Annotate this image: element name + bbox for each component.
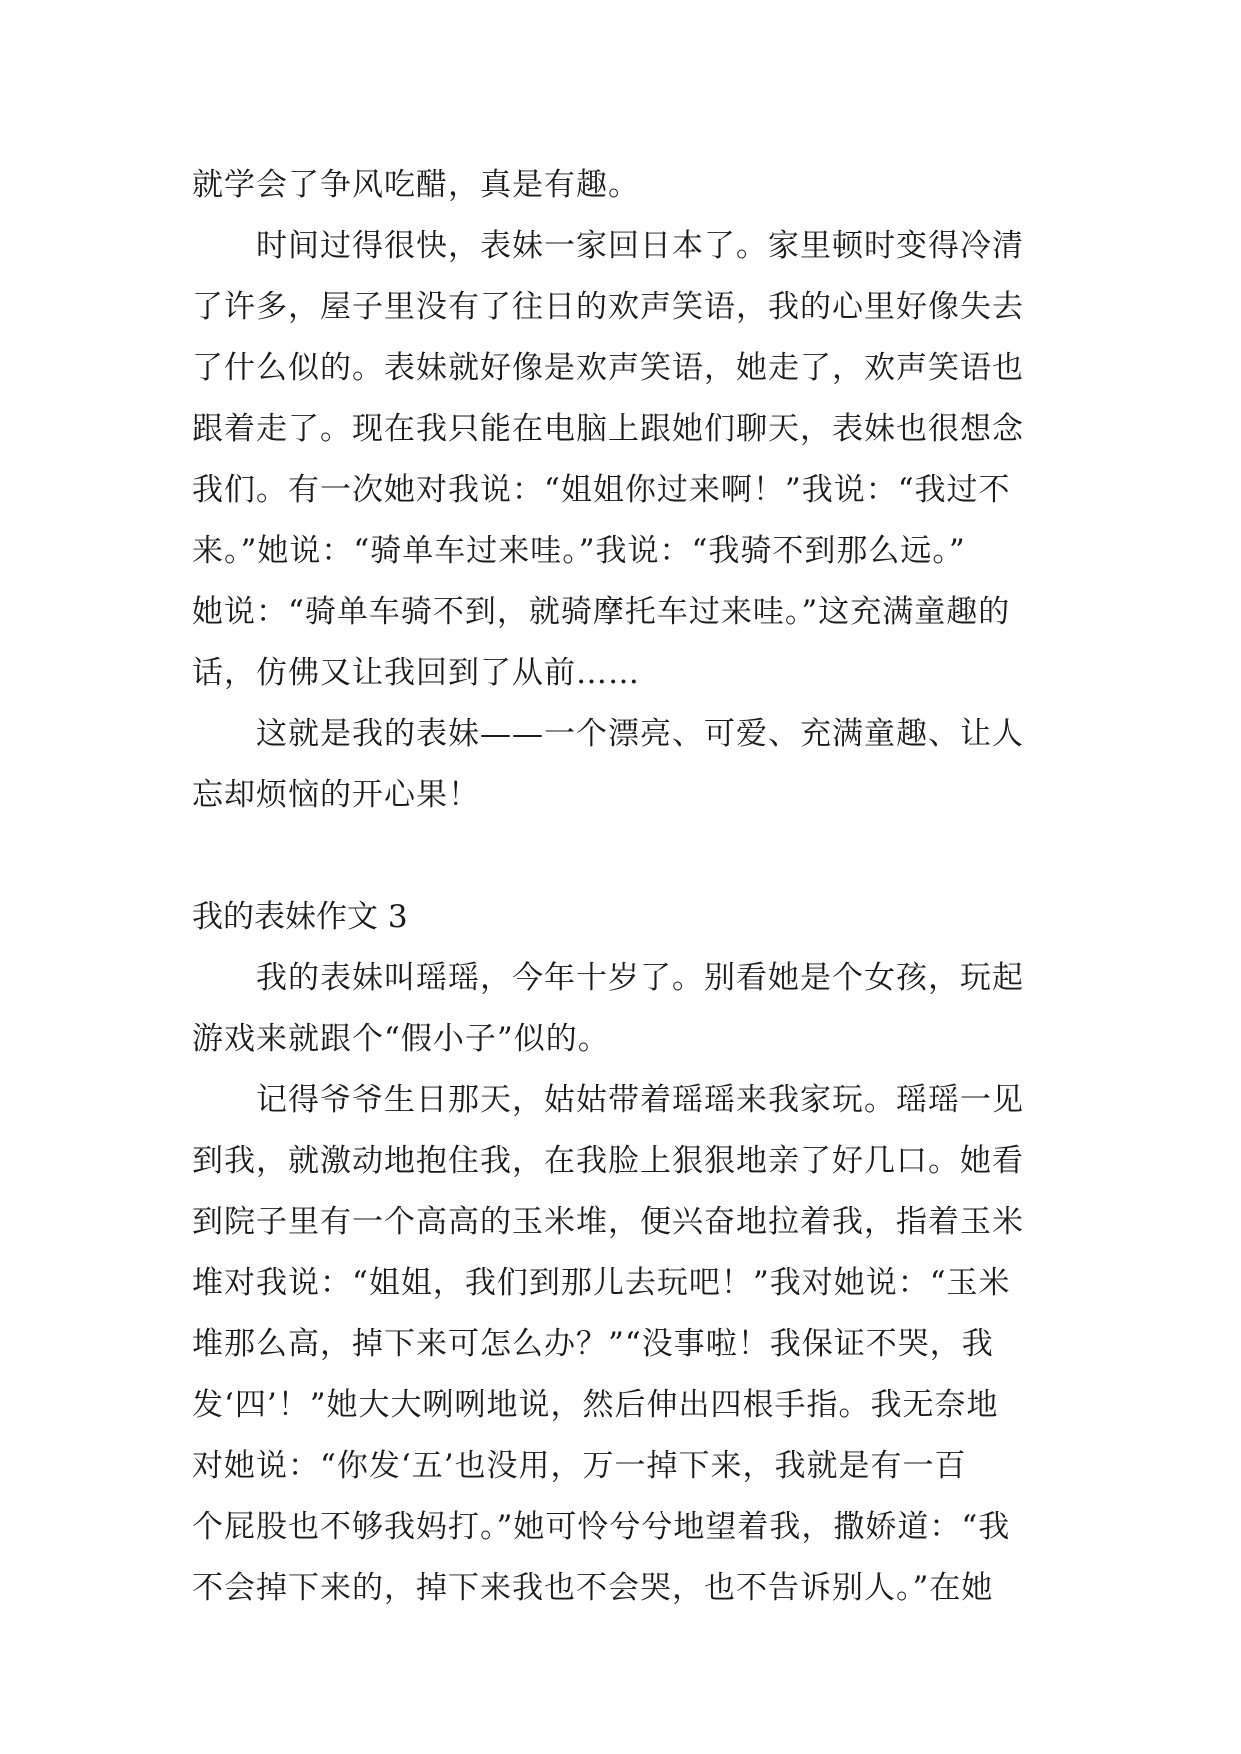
text-line: 堆那么高，掉下来可怎么办？”“没事啦！我保证不哭，我 [192,1326,994,1362]
text-line: 就学会了争风吃醋，真是有趣。 [192,167,640,203]
text-line: 我的表妹叫瑶瑶，今年十岁了。别看她是个女孩，玩起 [256,960,1024,996]
text-line: 到院子里有一个高高的玉米堆，便兴奋地拉着我，指着玉米 [192,1204,1024,1240]
text-line: 发‘四’！”她大大咧咧地说，然后伸出四根手指。我无奈地 [192,1387,999,1423]
text-line: 时间过得很快，表妹一家回日本了。家里顿时变得冷清 [256,228,1024,264]
paragraph [192,704,1054,826]
text-line: 不会掉下来的，掉下来我也不会哭，也不告诉别人。”在她 [192,1570,994,1606]
text-line: 了许多，屋子里没有了往日的欢声笑语，我的心里好像失去 [192,289,1024,325]
text-line: 话，仿佛又让我回到了从前…… [192,655,640,691]
text-line: 她说：“骑单车骑不到，就骑摩托车过来哇。”这充满童趣的 [192,594,1011,630]
text-line: 我们。有一次她对我说：“姐姐你过来啊！”我说：“我过不 [192,472,1011,508]
text-line: 记得爷爷生日那天，姑姑带着瑶瑶来我家玩。瑶瑶一见 [256,1082,1024,1118]
text-line: 来。”她说：“骑单车过来哇。”我说：“我骑不到那么远。” [192,533,966,569]
text-line: 个屁股也不够我妈打。”她可怜兮兮地望着我，撒娇道：“我 [192,1509,1011,1545]
text-line: 了什么似的。表妹就好像是欢声笑语，她走了，欢声笑语也 [192,350,1024,386]
text-line: 忘却烦恼的开心果！ [192,777,480,813]
section-spacer [192,826,1054,887]
paragraph [192,948,1054,1070]
text-line: 这就是我的表妹——一个漂亮、可爱、充满童趣、让人 [256,716,1024,752]
document-page [192,155,1054,1619]
text-line: 堆对我说：“姐姐，我们到那儿去玩吧！”我对她说：“玉米 [192,1265,1011,1301]
section-heading: 我的表妹作文 3 [192,899,408,935]
text-line: 对她说：“你发‘五’也没用，万一掉下来，我就是有一百 [192,1448,967,1484]
text-line: 跟着走了。现在我只能在电脑上跟她们聊天，表妹也很想念 [192,411,1024,447]
text-line: 到我，就激动地抱住我，在我脸上狠狠地亲了好几口。她看 [192,1143,1024,1179]
paragraph-continuation [192,155,1054,216]
paragraph [192,216,1054,704]
text-line: 游戏来就跟个“假小子”似的。 [192,1021,610,1057]
paragraph [192,1070,1054,1619]
